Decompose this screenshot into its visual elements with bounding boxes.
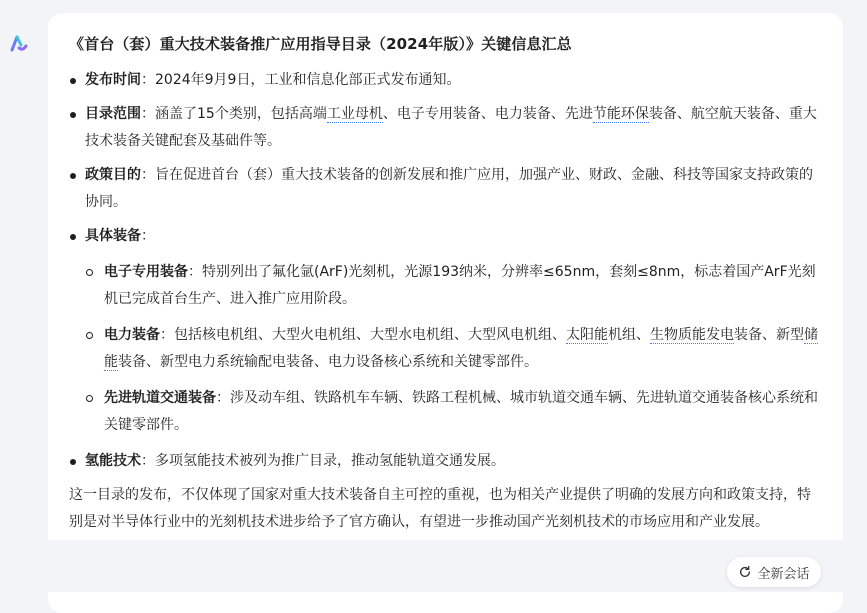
term-link-energy-storage[interactable]: 储能 xyxy=(104,327,818,370)
subitem-text: 涉及动车组、铁路机车车辆、铁路工程机械、城市轨道交通车辆、先进轨道交通装备核心系统和关键零部件。 xyxy=(104,390,818,433)
list-item: 政策目的：旨在促进首台（套）重大技术装备的创新发展和推广应用，加强产业、财政、金融、科技等国家支持政策的协同。 xyxy=(69,162,821,216)
item-text: 2024年9月9日，工业和信息化部正式发布通知。 xyxy=(155,72,461,88)
sublist-item: 电力装备：包括核电机组、大型火电机组、大型水电机组、大型风电机组、太阳能机组、生物质能发电装备、新型储能装备、新型电力系统输配电装备、电力设备核心系统和关键零部件。 xyxy=(85,322,821,376)
subitem-text: 特别列出了氟化氩(ArF)光刻机，光源193纳米，分辨率≤65nm，套刻≤8nm，标志着国产ArF光刻机已完成首台生产、进入推广应用阶段。 xyxy=(104,264,816,307)
subitem-label: 先进轨道交通装备 xyxy=(104,390,216,406)
list-item: 具体装备： 电子专用装备：特别列出了氟化氩(ArF)光刻机，光源193纳米，分辨率≤65nm，套刻≤8nm，标志着国产ArF光刻机已完成首台生产、进入推广应用阶段。 电力装备：包括核电机组、大型火电机组、大型水电机组、大型风电机组、太阳能机组、生物质能发电装备、新型储能装备、新型电力系统输配电装备、电力设备核心系统和关键零部件。 先进轨道交通装备：涉及动车组、铁路机车车辆、铁路工程机械、城市轨道交通车辆、先进轨道交通装备核心系统和关键零部件。 xyxy=(69,223,821,439)
item-label: 氢能技术 xyxy=(85,453,141,469)
subitem-label: 电力装备 xyxy=(104,327,160,343)
new-chat-button[interactable] xyxy=(727,557,821,587)
term-link-energy-saving[interactable]: 节能环保 xyxy=(592,106,649,122)
refresh-icon xyxy=(738,565,752,579)
subitem-label: 电子专用装备 xyxy=(104,264,188,280)
sublist-item: 先进轨道交通装备：涉及动车组、铁路机车车辆、铁路工程机械、城市轨道交通车辆、先进轨道交通装备核心系统和关键零部件。 xyxy=(85,385,821,439)
item-label: 发布时间 xyxy=(85,72,141,88)
list-item: 氢能技术：多项氢能技术被列为推广目录，推动氢能轨道交通发展。 xyxy=(69,448,821,475)
list-item: 目录范围：涵盖了15个类别，包括高端工业母机、电子专用装备、电力装备、先进节能环保装备、航空航天装备、重大技术装备关键配套及基础件等。 xyxy=(69,101,821,155)
item-text: 多项氢能技术被列为推广目录，推动氢能轨道交通发展。 xyxy=(155,453,505,469)
item-label: 目录范围 xyxy=(85,106,141,122)
term-link-solar[interactable]: 太阳能 xyxy=(566,327,608,343)
term-link-biomass[interactable]: 生物质能发电 xyxy=(650,327,734,343)
sublist-item: 电子专用装备：特别列出了氟化氩(ArF)光刻机，光源193纳米，分辨率≤65nm，套刻≤8nm，标志着国产ArF光刻机已完成首台生产、进入推广应用阶段。 xyxy=(85,259,821,313)
list-item: 发布时间：2024年9月9日，工业和信息化部正式发布通知。 xyxy=(69,67,821,94)
key-info-list xyxy=(69,67,821,475)
item-label: 政策目的 xyxy=(85,167,141,183)
new-chat-label: 全新会话 xyxy=(757,566,810,582)
conclusion-paragraph: 这一目录的发布，不仅体现了国家对重大技术装备自主可控的重视，也为相关产业提供了明确的发展方向和政策支持，特别是对半导体行业中的光刻机技术进步给予了官方确认，有望进一步推动国产光刻机技术的市场应用和产业发展。 xyxy=(69,487,811,530)
item-text: 旨在促进首台（套）重大技术装备的创新发展和推广应用，加强产业、财政、金融、科技等国家支持政策的协同。 xyxy=(85,167,813,210)
assistant-logo-icon xyxy=(6,31,30,55)
equipment-sublist xyxy=(85,259,821,439)
term-link-machine-tools[interactable]: 工业母机 xyxy=(326,106,383,122)
assistant-message xyxy=(48,13,843,613)
message-title: 《首台（套）重大技术装备推广应用指导目录（2024年版）》关键信息汇总 xyxy=(69,35,572,53)
item-label: 具体装备 xyxy=(85,228,141,244)
